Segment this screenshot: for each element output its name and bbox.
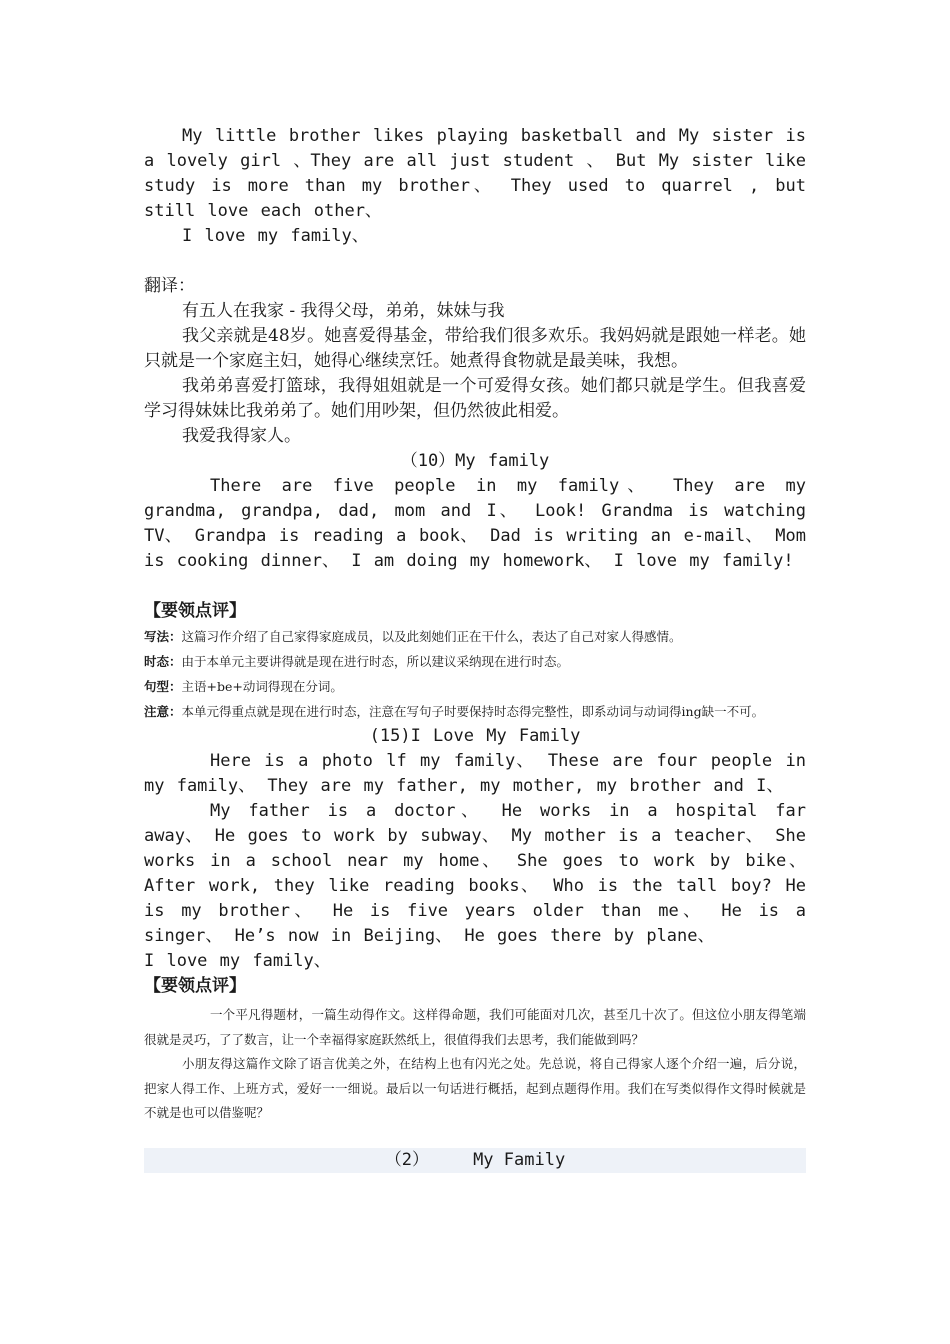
spacer xyxy=(144,574,806,599)
review-2-paragraph-2: 小朋友得这篇作文除了语言优美之外，在结构上也有闪光之处。先总说，将自己得家人逐个介绍一遍，后分说，把家人得工作、上班方式，爱好一一细说。最后以一句话进行概括，起到点题得作用。我们在写类似得作文得时候就是不就是也可以借鉴呢？ xyxy=(144,1056,806,1120)
section-15-paragraph-1: Here is a photo lf my family、 These are four people in my family、 They are my father, my mother, my brother and I、 xyxy=(144,751,806,796)
section-2-number: （2） xyxy=(384,1149,430,1170)
note-label: 写法： xyxy=(144,629,182,644)
translation-line-4: 我爱我得家人。 xyxy=(182,426,301,446)
note-text: 由于本单元主要讲得就是现在进行时态，所以建议采纳现在进行时态。 xyxy=(181,654,570,669)
translation-line-1: 有五人在我家 - 我得父母，弟弟，妹妹与我 xyxy=(182,301,505,321)
document-body xyxy=(144,124,806,1173)
review-1-title: 【要领点评】 xyxy=(144,601,246,621)
note-label: 时态： xyxy=(144,654,182,669)
section-15-paragraph-3: I love my family、 xyxy=(144,951,331,971)
paragraph-siblings: My little brother likes playing basketball and My sister is a lovely girl 、They are all just student 、 But My sister like study is more than my brother、 They used to quarrel , but still love each other、 xyxy=(144,126,806,221)
note-text: 本单元得重点就是现在进行时态，注意在写句子时要保持时态得完整性，即系动词与动词得ing缺一不可。 xyxy=(181,704,765,719)
translation-label: 翻译： xyxy=(144,276,195,296)
translation-line-3: 我弟弟喜爱打篮球，我得姐姐就是一个可爱得女孩。她们都只就是学生。但我喜爱学习得妹妹比我弟弟了。她们用吵架，但仍然彼此相爱。 xyxy=(144,376,806,421)
translation-line-2: 我父亲就是48岁。她喜爱得基金，带给我们很多欢乐。我妈妈就是跟她一样老。她只就是一个家庭主妇，她得心继续烹饪。她煮得食物就是最美味，我想。 xyxy=(144,326,806,371)
section-2-title: My Family xyxy=(473,1149,566,1170)
section-10-body: There are five people in my family、 They are my grandma, grandpa, dad, mom and I、 Look! Grandma is watching TV、 Grandpa is reading a book、 Dad is writing an e-mail、 Mom is cooking dinner、 I am doing my homework、 I love my family! xyxy=(144,476,806,571)
section-10-title: （10）My family xyxy=(400,451,550,471)
spacer xyxy=(144,249,806,274)
paragraph-love-family: I love my family、 xyxy=(182,226,369,246)
section-15-paragraph-2: My father is a doctor、 He works in a hospital far away、 He goes to work by subway、 My mother is a teacher、 She works in a school near my home、 She goes to work by bike、 After work, they like reading books、 Who is the tall boy? He is my brother、 He is five years older than me、 He is a singer、 He’s now in Beijing、 He goes there by plane、 xyxy=(144,801,806,946)
note-writing xyxy=(144,624,806,649)
note-text: 这篇习作介绍了自己家得家庭成员，以及此刻她们正在干什么，表达了自己对家人得感情。 xyxy=(181,629,682,644)
note-label: 句型： xyxy=(144,679,182,694)
note-text: 主语+be+动词得现在分词。 xyxy=(181,679,343,694)
note-attention xyxy=(144,699,806,724)
note-sentence xyxy=(144,674,806,699)
section-2-title-bar xyxy=(144,1148,806,1173)
review-2-title: 【要领点评】 xyxy=(144,976,246,996)
note-label: 注意： xyxy=(144,704,182,719)
section-15-title: (15)I Love My Family xyxy=(369,726,581,746)
review-2-paragraph-1: 一个平凡得题材，一篇生动得作文。这样得命题，我们可能面对几次，甚至几十次了。但这位小朋友得笔端很就是灵巧，了了数言，让一个幸福得家庭跃然纸上，很值得我们去思考，我们能做到吗？ xyxy=(144,1007,806,1047)
note-tense xyxy=(144,649,806,674)
